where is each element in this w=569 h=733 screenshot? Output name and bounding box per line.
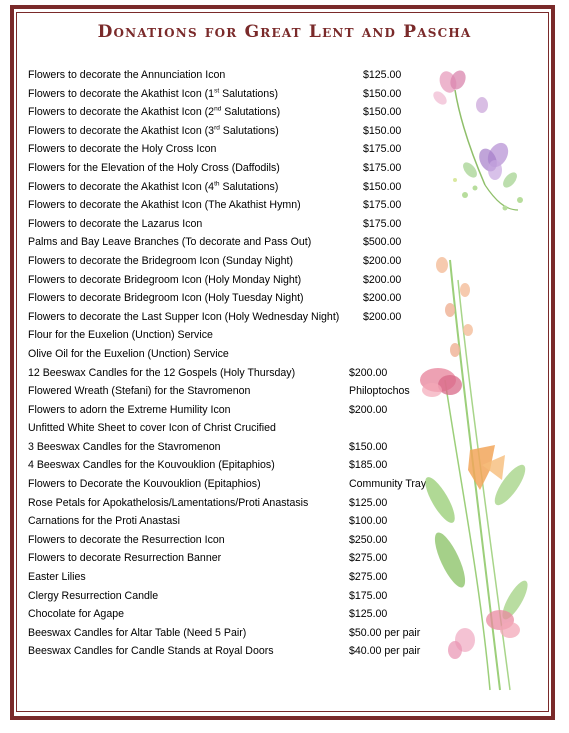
item-amount: $150.00 bbox=[349, 440, 388, 453]
item-amount: $125.00 bbox=[349, 608, 388, 621]
page-title: Donations for Great Lent and Pascha bbox=[97, 22, 472, 42]
item-label: Flowers to decorate the Last Supper Icon (Holy Wednesday Night) bbox=[28, 310, 340, 323]
top-flower-sprig-icon bbox=[431, 68, 523, 211]
item-label: 12 Beeswax Candles for the 12 Gospels (Holy Thursday) bbox=[28, 366, 296, 379]
item-amount: $150.00 bbox=[363, 124, 402, 137]
item-amount: $200.00 bbox=[363, 254, 402, 267]
item-amount: $200.00 bbox=[349, 403, 388, 416]
item-amount: $200.00 bbox=[363, 292, 402, 305]
pink-poppy-icon bbox=[420, 368, 462, 397]
orange-flower-icon bbox=[468, 445, 505, 490]
item-amount: $125.00 bbox=[349, 496, 388, 509]
item-label: Flowers to adorn the Extreme Humility Icon bbox=[28, 403, 231, 416]
item-amount: $125.00 bbox=[363, 69, 402, 81]
item-label: Flowers to decorate the Akathist Icon (2nd Salutations) bbox=[28, 105, 281, 119]
item-amount: $175.00 bbox=[349, 589, 388, 602]
item-amount: $200.00 bbox=[363, 273, 402, 286]
floral-decoration-icon bbox=[410, 60, 540, 700]
item-amount: $200.00 bbox=[363, 310, 402, 323]
item-label: Flowers to decorate the Annunciation Icon bbox=[28, 69, 226, 81]
item-label: Clergy Resurrection Candle bbox=[28, 589, 159, 602]
item-label: Easter Lilies bbox=[28, 571, 86, 584]
item-label: Flowers to decorate the Lazarus Icon bbox=[28, 217, 203, 230]
item-amount: $50.00 per pair bbox=[349, 626, 421, 639]
item-amount: $200.00 bbox=[349, 366, 388, 379]
item-label: 4 Beeswax Candles for the Kouvouklion (Epitaphios) bbox=[28, 459, 275, 472]
item-amount: $250.00 bbox=[349, 533, 388, 546]
item-amount: $175.00 bbox=[363, 143, 402, 156]
item-amount: $275.00 bbox=[349, 571, 388, 584]
item-label: Flowers to Decorate the Kouvouklion (Epitaphios) bbox=[28, 478, 261, 491]
item-amount: Philoptochos bbox=[349, 385, 410, 398]
item-label: Chocolate for Agape bbox=[28, 608, 125, 621]
item-amount: $40.00 per pair bbox=[349, 645, 421, 658]
item-label: Unfitted White Sheet to cover Icon of Christ Crucified bbox=[28, 422, 276, 435]
item-amount: $175.00 bbox=[363, 199, 402, 212]
item-label: Flowers to decorate Resurrection Banner bbox=[28, 552, 222, 565]
item-amount: $175.00 bbox=[363, 217, 402, 230]
item-label: Palms and Bay Leave Branches (To decorate and Pass Out) bbox=[28, 236, 312, 249]
item-amount: $150.00 bbox=[363, 87, 402, 100]
item-amount: $275.00 bbox=[349, 552, 388, 565]
item-label: Beeswax Candles for Altar Table (Need 5 Pair) bbox=[28, 626, 247, 639]
item-label: Flowers to decorate the Akathist Icon (3rd Salutations) bbox=[28, 124, 279, 137]
item-label: Flour for the Euxelion (Unction) Service bbox=[28, 329, 213, 342]
item-label: Flowers to decorate the Holy Cross Icon bbox=[28, 143, 217, 156]
item-label: Flowers to decorate the Akathist Icon (4th Salutations) bbox=[28, 180, 279, 193]
item-label: Beeswax Candles for Candle Stands at Royal Doors bbox=[28, 645, 274, 658]
item-label: Flowers to decorate the Bridegroom Icon (Sunday Night) bbox=[28, 254, 293, 267]
item-label: Flowered Wreath (Stefani) for the Stavromenon bbox=[28, 385, 251, 398]
item-label: Olive Oil for the Euxelion (Unction) Service bbox=[28, 347, 229, 360]
item-label: Carnations for the Proti Anastasi bbox=[28, 515, 180, 528]
item-label: Flowers to decorate Bridegroom Icon (Holy Tuesday Night) bbox=[28, 292, 304, 305]
item-label: Flowers to decorate Bridegroom Icon (Holy Monday Night) bbox=[28, 273, 302, 286]
item-label: Flowers for the Elevation of the Holy Cross (Daffodils) bbox=[28, 161, 280, 174]
item-amount: $175.00 bbox=[363, 161, 402, 174]
item-amount: $150.00 bbox=[363, 180, 402, 193]
item-amount: $185.00 bbox=[349, 459, 388, 472]
item-label: 3 Beeswax Candles for the Stavromenon bbox=[28, 440, 221, 453]
item-label: Flowers to decorate the Akathist Icon (The Akathist Hymn) bbox=[28, 199, 301, 212]
item-label: Flowers to decorate the Resurrection Icon bbox=[28, 533, 225, 546]
item-label: Rose Petals for Apokathelosis/Lamentations/Proti Anastasis bbox=[28, 496, 309, 509]
item-amount: $500.00 bbox=[363, 236, 402, 249]
item-label: Flowers to decorate the Akathist Icon (1st Salutations) bbox=[28, 87, 279, 100]
item-amount: $100.00 bbox=[349, 515, 388, 528]
item-amount: Community Tray bbox=[349, 478, 427, 491]
item-amount: $150.00 bbox=[363, 106, 402, 119]
